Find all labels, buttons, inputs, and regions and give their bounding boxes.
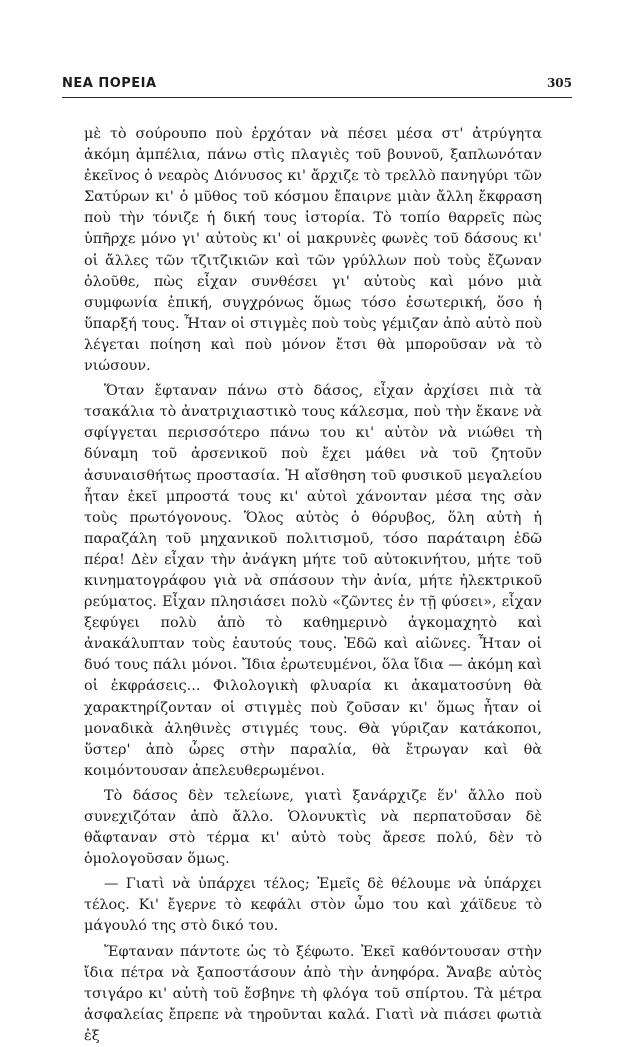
journal-title: ΝΕΑ ΠΟΡΕΙΑ — [62, 76, 157, 91]
paragraph-4: — Γιατὶ νὰ ὑπάρχει τέλος; Ἐμεῖς δὲ θέλουμε νὰ ὑπάρχει τέλος. Κι' ἔγερνε τὸ κεφάλι στὸν ὦμο του καὶ χάϊδευε τὸ μάγουλό της στὸ δικό του. — [84, 876, 542, 935]
paragraph-3: Τὸ δάσος δὲν τελείωνε, γιατὶ ξανάρχιζε ἕν' ἄλλο ποὺ συνεχιζόταν ἀπὸ ἄλλο. Ὁλονυκτὶς νὰ περπατοῦσαν δὲ θἄφταναν στὸ τέρμα κι' αὐτὸ τοὺς ἄρεσε πολύ, δὲν τὸ ὁμολογοῦσαν ὅμως. — [84, 787, 542, 868]
page-number: 305 — [546, 76, 572, 90]
article-body — [84, 124, 542, 1047]
header-rule — [62, 97, 572, 98]
paragraph-2: Ὅταν ἔφταναν πάνω στὸ δάσος, εἶχαν ἀρχίσει πιὰ τὰ τσακάλια τὸ ἀνατριχιαστικὸ τους κάλεσμα, ποὺ τὴν ἔκανε νὰ σφίγγεται περισσότερο πάνω του κι' αὐτὸν νὰ νιώθει τὴ δύναμη τοῦ ἀρσενικοῦ ποὺ ἔχει μάθει νὰ τοῦ ζητοῦν ἀσυναισθήτως προστασία. Ἡ αἴσθηση τοῦ φυσικοῦ μεγαλείου ἦταν ἐκεῖ μπροστά τους κι' αὐτοὶ χάνονταν μέσα της σὰν τοὺς πρωτόγονους. Ὅλος αὐτὸς ὁ θόρυβος, ὅλη αὐτὴ ἡ παραζάλη τοῦ μηχανικοῦ πολιτισμοῦ, τόσο παράταιρη ἐδῶ πέρα! Δὲν εἶχαν τὴν ἀνάγκη μήτε τοῦ αὐτοκινήτου, μήτε τοῦ κινηματογράφου γιὰ νὰ σπάσουν τὴν ἀνία, μήτε ἠλεκτρικοῦ ρεύματος. Εἶχαν πλησιάσει πολὺ «ζῶντες ἐν τῇ φύσει», εἶχαν ξεφύγει πολὺ ἀπὸ τὸ καθημερινὸ ἀγκομαχητὸ καὶ ἀνακάλυπταν τοὺς ἑαυτούς τους. Ἐδῶ καὶ αἰῶνες. Ἦταν οἱ δυό τους πάλι μόνοι. Ἴδια ἐρωτευμένοι, ὅλα ἴδια — ἀκόμη καὶ οἱ ἐκφράσεις... Φιλολογικὴ φλυαρία κι ἀκαματοσύνη θὰ χαρακτηρίζονταν οἱ στιγμὲς ποὺ ζοῦσαν κι' ὅμως ἦταν οἱ μοναδικὰ ἀληθινὲς στιγμές τους. Θὰ γύριζαν κατάκοποι, ὕστερ' ἀπὸ ὧρες στὴν παραλία, θὰ ἔτρωγαν καὶ θὰ κοιμόντουσαν ἀπελευθερωμένοι. — [84, 383, 542, 779]
paragraph-1: μὲ τὸ σούρουπο ποὺ ἐρχόταν νὰ πέσει μέσα στ' ἀτρύγητα ἀκόμη ἀμπέλια, πάνω στὶς πλαγιὲς τοῦ βουνοῦ, ξαπλωνόταν ἐκεῖνος ὁ νεαρὸς Διόνυσος κι' ἄρχιζε τὸ τρελλὸ πανηγύρι τῶν Σατύρων κι' ὁ μῦθος τοῦ κόσμου ἔπαιρνε μιὰν ἄλλη ἔκφραση ποὺ τὴν τόνιζε ἡ δική τους ἱστορία. Τὸ τοπίο θαρρεῖς πὼς ὑπῆρχε μόνο γι' αὐτοὺς κι' οἱ μακρυνὲς φωνὲς τοῦ δάσους κι' οἱ ἄλλες τῶν τζιτζικιῶν καὶ τῶν γρύλλων ποὺ τοὺς ἔζωναν ὁλοῦθε, πὼς εἶχαν συνθέσει γι' αὐτοὺς καὶ μόνο μιὰ συμφωνία ἐπική, συγχρόνως ὅμως τόσο ἐσωτερική, ὅσο ἡ ὕπαρξή τους. Ἦταν οἱ στιγμὲς ποὺ τοὺς γέμιζαν ἀπὸ αὐτὸ ποὺ λέγεται ποίηση καὶ ποὺ μόνον ἔτσι θὰ μποροῦσαν νὰ τὸ νιώσουν. — [84, 126, 542, 375]
paragraph-5: Ἔφταναν πάντοτε ὡς τὸ ξέφωτο. Ἐκεῖ καθόντουσαν στὴν ἴδια πέτρα νὰ ξαποστάσουν ἀπὸ τὴν ἀνηφόρα. Ἄναβε αὐτὸς τσιγάρο κι' αὐτὴ τοῦ ἔσβηνε τὴ φλόγα τοῦ σπίρτου. Τὰ μέτρα ἀσφαλείας ἔπρεπε νὰ τηροῦνται καλά. Γιατὶ νὰ πιάσει φωτιὰ ἐξ — [84, 943, 542, 1044]
running-head — [62, 76, 572, 98]
